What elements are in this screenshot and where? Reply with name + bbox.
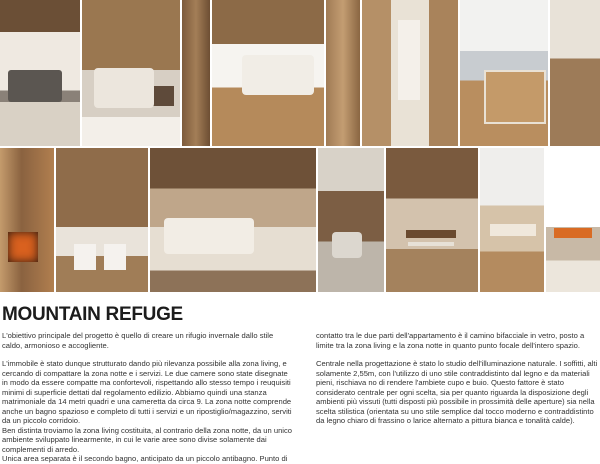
photo-kitchen-bar [480, 148, 544, 292]
paragraph: contatto tra le due parti dell'appartamento è il camino bifacciale in vetro, posto a limite tra la zona living e la zona notte in quanto punto focale dell'intero spazio. [316, 331, 585, 350]
photo-dining-room [386, 148, 478, 292]
photo-kitchen [460, 0, 548, 146]
photo-master-bedroom [150, 148, 316, 292]
photo-living-room [0, 0, 80, 146]
photo-bedroom-wood-wall [82, 0, 180, 146]
photo-row-bottom [0, 148, 600, 292]
paragraph: Unica area separata è il secondo bagno, anticipato da un piccolo antibagno. Punto di [2, 454, 288, 463]
photo-row-top [0, 0, 600, 146]
photo-bedroom-daybed [212, 0, 324, 146]
photo-wood-panel [182, 0, 210, 146]
photo-living-corner [550, 0, 600, 146]
paragraph: L'obiettivo principale del progetto è quello di creare un rifugio invernale dallo stile caldo, armonioso e accogliente. [2, 331, 274, 350]
photo-fireplace-wood-stack [0, 148, 54, 292]
paragraph: Ben distinta troviamo la zona living costituita, al contrario della zona notte, da un unico ambiente sviluppato linearmente, in cui le varie aree sono divise solamente dai complementi di arredo. [2, 425, 292, 454]
page-title: MOUNTAIN REFUGE [2, 304, 183, 325]
photo-fireplace-white [546, 148, 600, 292]
photo-living-armchair [318, 148, 384, 292]
text-column-left [2, 331, 294, 464]
text-column-right [316, 331, 598, 435]
photo-wood-detail [326, 0, 360, 146]
photo-corridor [362, 0, 458, 146]
paragraph: Centrale nella progettazione è stato lo studio dell'illuminazione naturale. I soffitti, alti solamente 2,55m, con l'utilizzo di uno stile contraddistinto dal legno e da materiali pieni, rischiava no di rendere l'ambiete cupo e buio. Questo fattore è stato considerato centrale per ogni scelta, sia per quanto riguarda la disposizione degli ambienti più vissuti (tutti disposti più possibile in prossimità delle aperture) sia nella scelta stilistica (orientata su uno stile semplice dal tocco moderno e contraddistinto da legno chiaro di frassino o larice alternato a pittura bianca e tonalità calde). [316, 359, 598, 425]
paragraph: L'immobile è stato dunque strutturato dando più rilevanza possibile alla zona living, e cercando di compattare la zona notte e i servizi. Le due camere sono state disegnate in modo da essere compatte ma confortevoli, rispettando allo stesso tempo i reuquisiti minimi di superficie dettati dal regolamento edilizio. Abbiamo quindi una stanza matrimoniale da 14 metri quadri e una cameretta da circa 9. La zona notte comprende anche un bagno spazioso e completo di tutti i servizi e un ripostiglio/magazzino, serviti da un piccolo corridoio. [2, 359, 292, 425]
photo-bathroom [56, 148, 148, 292]
